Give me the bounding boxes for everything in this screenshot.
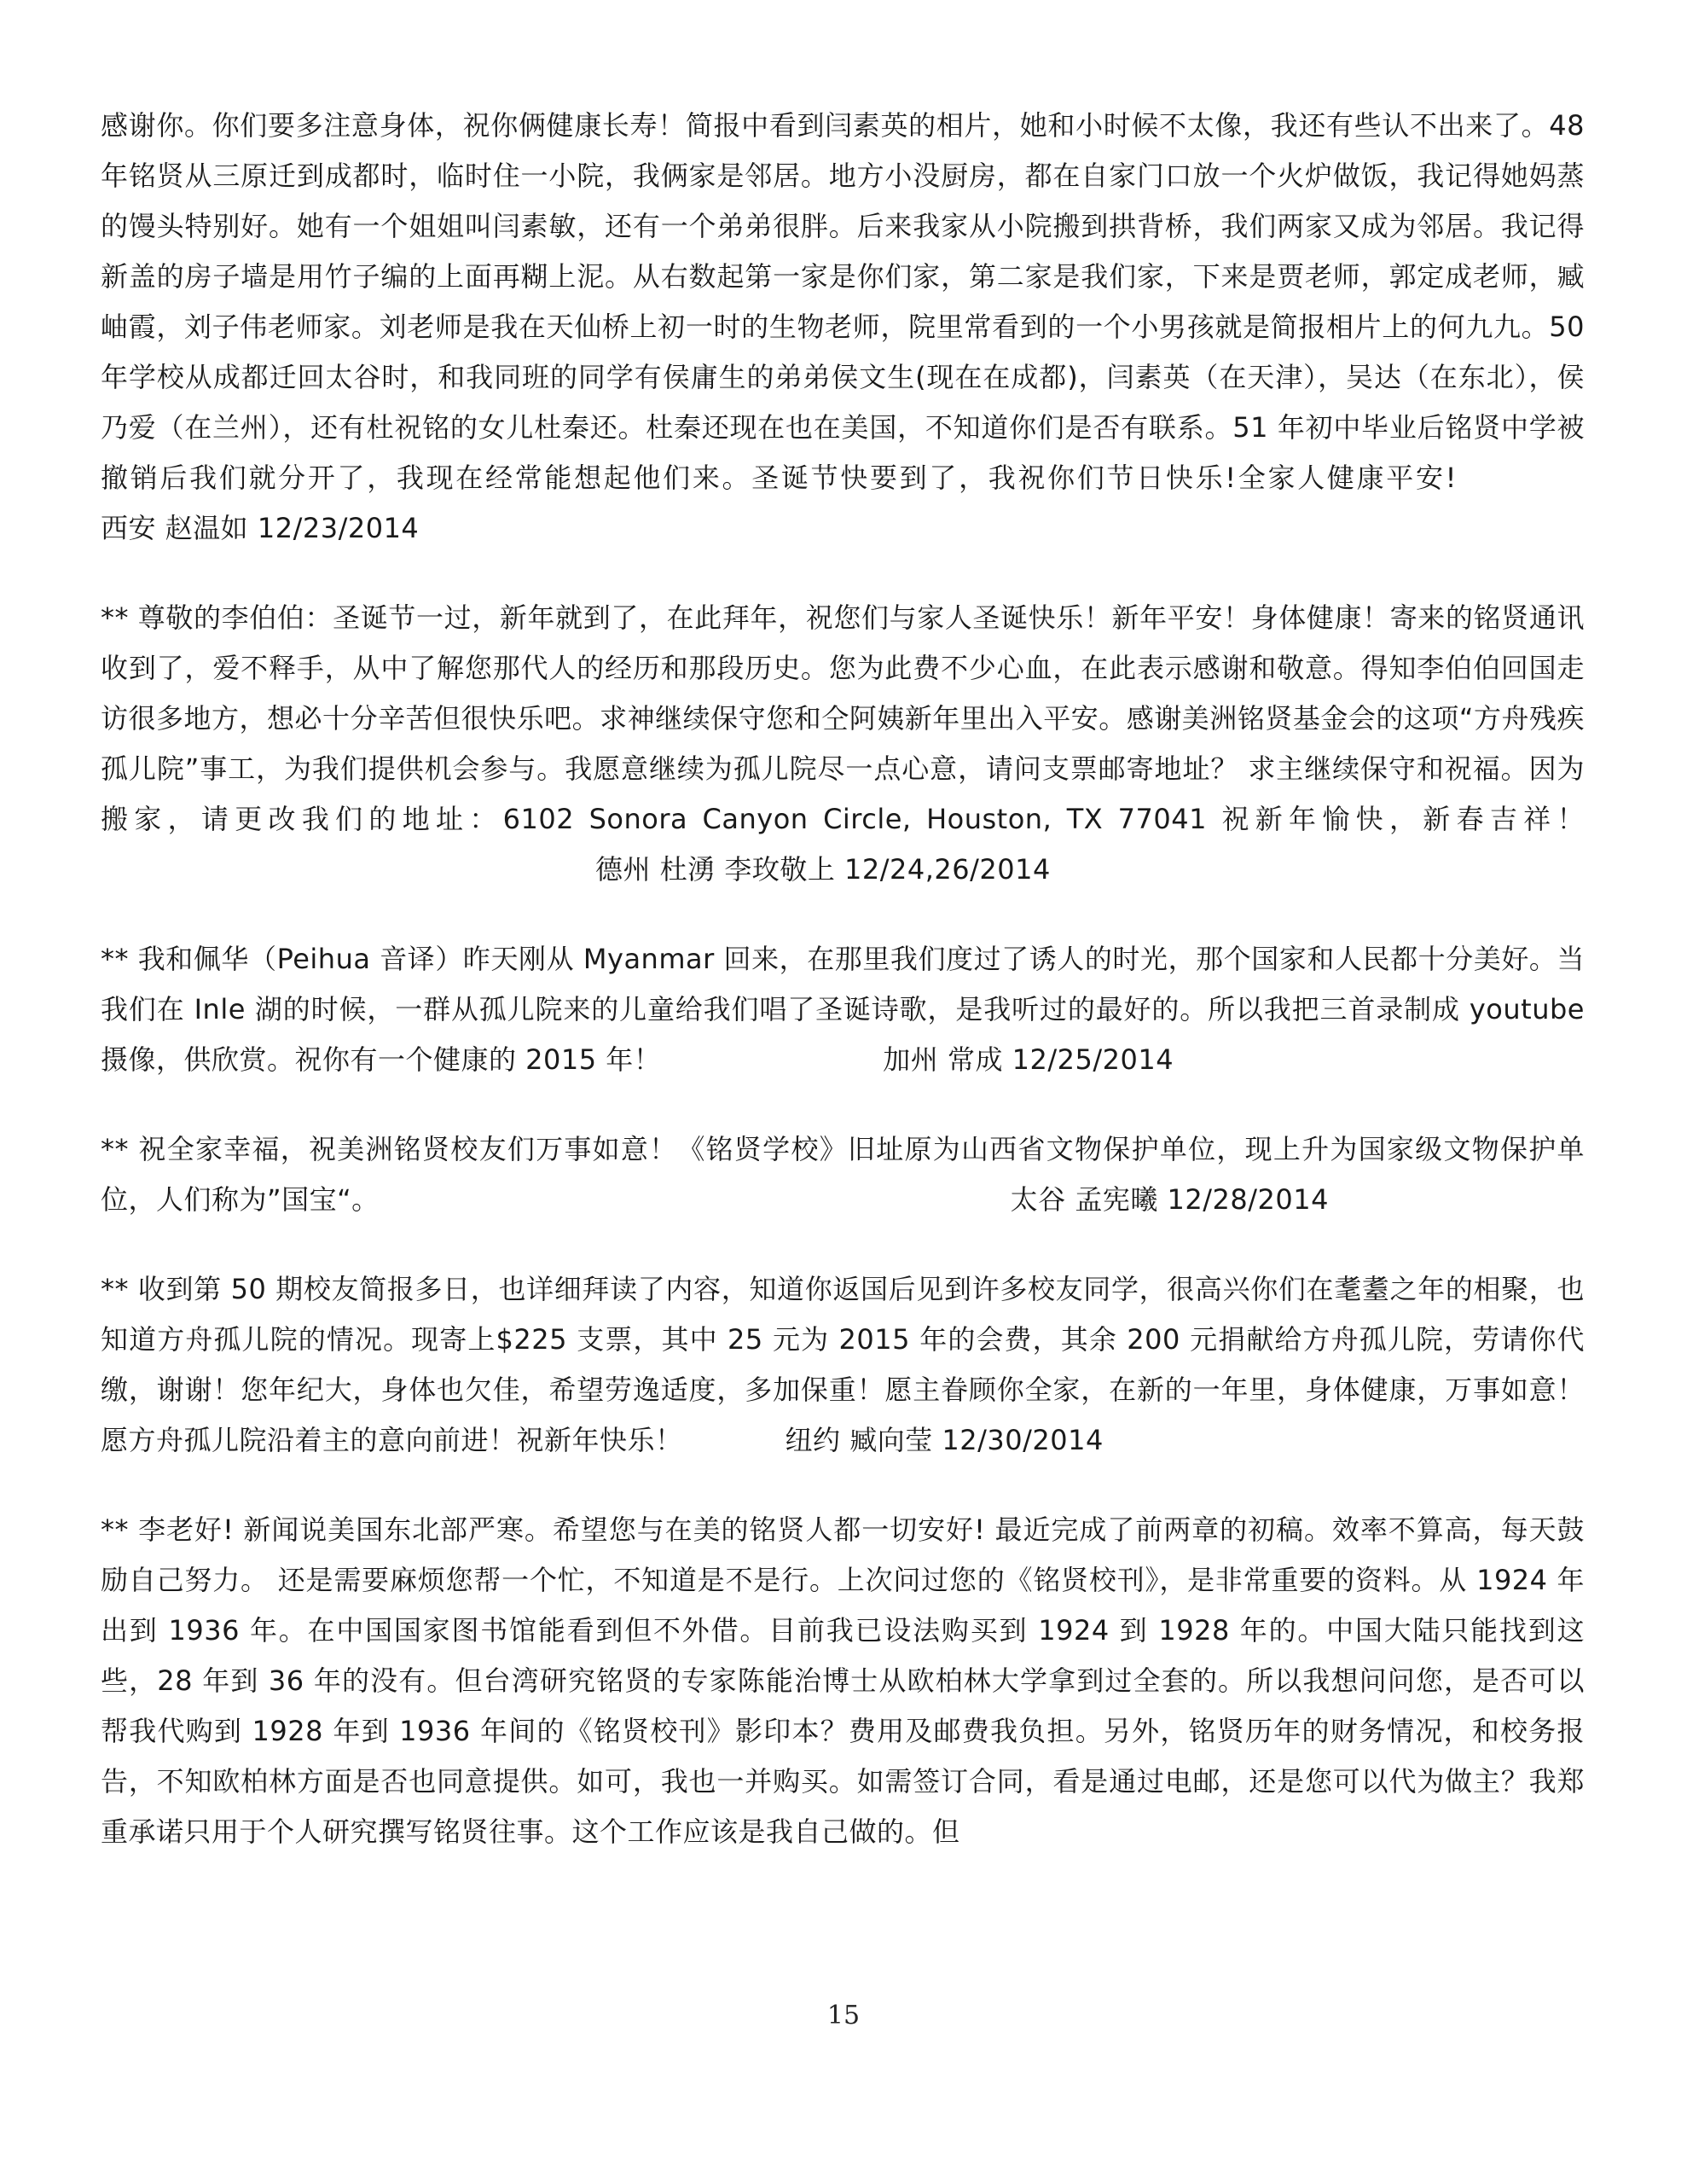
entry-signature: 德州 杜湧 李玫敬上 12/24,26/2014 xyxy=(595,853,1051,886)
letter-entry-1 xyxy=(101,101,1585,554)
entry-text: 感谢你。你们要多注意身体，祝你俩健康长寿！简报中看到闫素英的相片，她和小时候不太像，我还有些认不出来了。48 年铭贤从三原迁到成都时，临时住一小院，我俩家是邻居。地方小没厨房，都在自家门口放一个火炉做饭，我记得她妈蒸的馒头特别好。她有一个姐姐叫闫素敏，还有一个弟弟很胖。后来我家从小院搬到拱背桥，我们两家又成为邻居。我记得新盖的房子墙是用竹子编的上面再糊上泥。从右数起第一家是你们家，第二家是我们家，下来是贾老师，郭定成老师，臧岫霞，刘子伟老师家。刘老师是我在天仙桥上初一时的生物老师，院里常看到的一个小男孩就是简报相片上的何九九。50 年学校从成都迁回太谷时，和我同班的同学有侯庸生的弟弟侯文生(现在在成都)，闫素英（在天津），吴达（在东北），侯乃爱（在兰州），还有杜祝铭的女儿杜秦还。杜秦还现在也在美国，不知道你们是否有联系。51 年初中毕业后铭贤中学被撤销后我们就分开了，我现在经常能想起他们来。圣诞节快要到了，我祝你们节日快乐!全家人健康平安! xyxy=(101,109,1585,494)
entry-signature: 西安 赵温如 12/23/2014 xyxy=(101,512,420,544)
entry-text: ** 收到第 50 期校友简报多日，也详细拜读了内容，知道你返国后见到许多校友同学，很高兴你们在耄耋之年的相聚，也知道方舟孤儿院的情况。现寄上$225 支票，其中 25 元为 2015 年的会费，其余 200 元捐献给方舟孤儿院，劳请你代缴，谢谢！您年纪大，身体也欠佳，希望劳逸适度，多加保重！愿主眷顾你全家，在新的一年里，身体健康，万事如意！愿方舟孤儿院沿着主的意向前进！祝新年快乐！ xyxy=(101,1273,1585,1456)
entry-text: ** 尊敬的李伯伯：圣诞节一过，新年就到了，在此拜年，祝您们与家人圣诞快乐！新年平安！身体健康！寄来的铭贤通讯收到了，爱不释手，从中了解您那代人的经历和那段历史。您为此费不少心血，在此表示感谢和敬意。得知李伯伯回国走访很多地方，想必十分辛苦但很快乐吧。求神继续保守您和仝阿姨新年里出入平安。感谢美洲铭贤基金会的这项“方舟残疾孤儿院”事工，为我们提供机会参与。我愿意继续为孤儿院尽一点心意，请问支票邮寄地址？ 求主继续保守和祝福。因为搬家，请更改我们的地址：6102 Sonora Canyon Circle, Houston, TX 77041 祝新年愉快，新春吉祥！ xyxy=(101,601,1585,835)
letter-entry-4 xyxy=(101,1124,1585,1225)
letter-entry-2 xyxy=(101,593,1585,895)
entry-text: ** 李老好! 新闻说美国东北部严寒。希望您与在美的铭贤人都一切安好! 最近完成了前两章的初稿。效率不算高，每天鼓励自己努力。 还是需要麻烦您帮一个忙，不知道是不是行。上次问过您的《铭贤校刊》，是非常重要的资料。从 1924 年出到 1936 年。在中国国家图书馆能看到但不外借。目前我已设法购买到 1924 到 1928 年的。中国大陆只能找到这些，28 年到 36 年的没有。但台湾研究铭贤的专家陈能治博士从欧柏林大学拿到过全套的。所以我想问问您，是否可以帮我代购到 1928 年到 1936 年间的《铭贤校刊》影印本？费用及邮费我负担。另外，铭贤历年的财务情况，和校务报告，不知欧柏林方面是否也同意提供。如可，我也一并购买。如需签订合同，看是通过电邮，还是您可以代为做主？我郑重承诺只用于个人研究撰写铭贤往事。这个工作应该是我自己做的。但 xyxy=(101,1513,1585,1848)
entry-text: ** 我和佩华（Peihua 音译）昨天刚从 Myanmar 回来，在那里我们度过了诱人的时光，那个国家和人民都十分美好。当我们在 Inle 湖的时候，一群从孤儿院来的儿童给我们唱了圣诞诗歌，是我听过的最好的。所以我把三首录制成 youtube 摄像，供欣赏。祝你有一个健康的 2015 年！ xyxy=(101,943,1585,1076)
entry-signature: 加州 常成 12/25/2014 xyxy=(883,1043,1174,1076)
entry-text: ** 祝全家幸福，祝美洲铭贤校友们万事如意！《铭贤学校》旧址原为山西省文物保护单位，现上升为国家级文物保护单位，人们称为”国宝“。 xyxy=(101,1133,1585,1216)
entry-signature: 太谷 孟宪曦 12/28/2014 xyxy=(1010,1183,1329,1216)
document-page xyxy=(101,101,1585,1896)
page-number: 15 xyxy=(826,2001,861,2030)
letter-entry-3 xyxy=(101,934,1585,1085)
letter-entry-5 xyxy=(101,1264,1585,1466)
entry-signature: 纽约 臧向莹 12/30/2014 xyxy=(785,1424,1104,1456)
letter-entry-6 xyxy=(101,1505,1585,1857)
